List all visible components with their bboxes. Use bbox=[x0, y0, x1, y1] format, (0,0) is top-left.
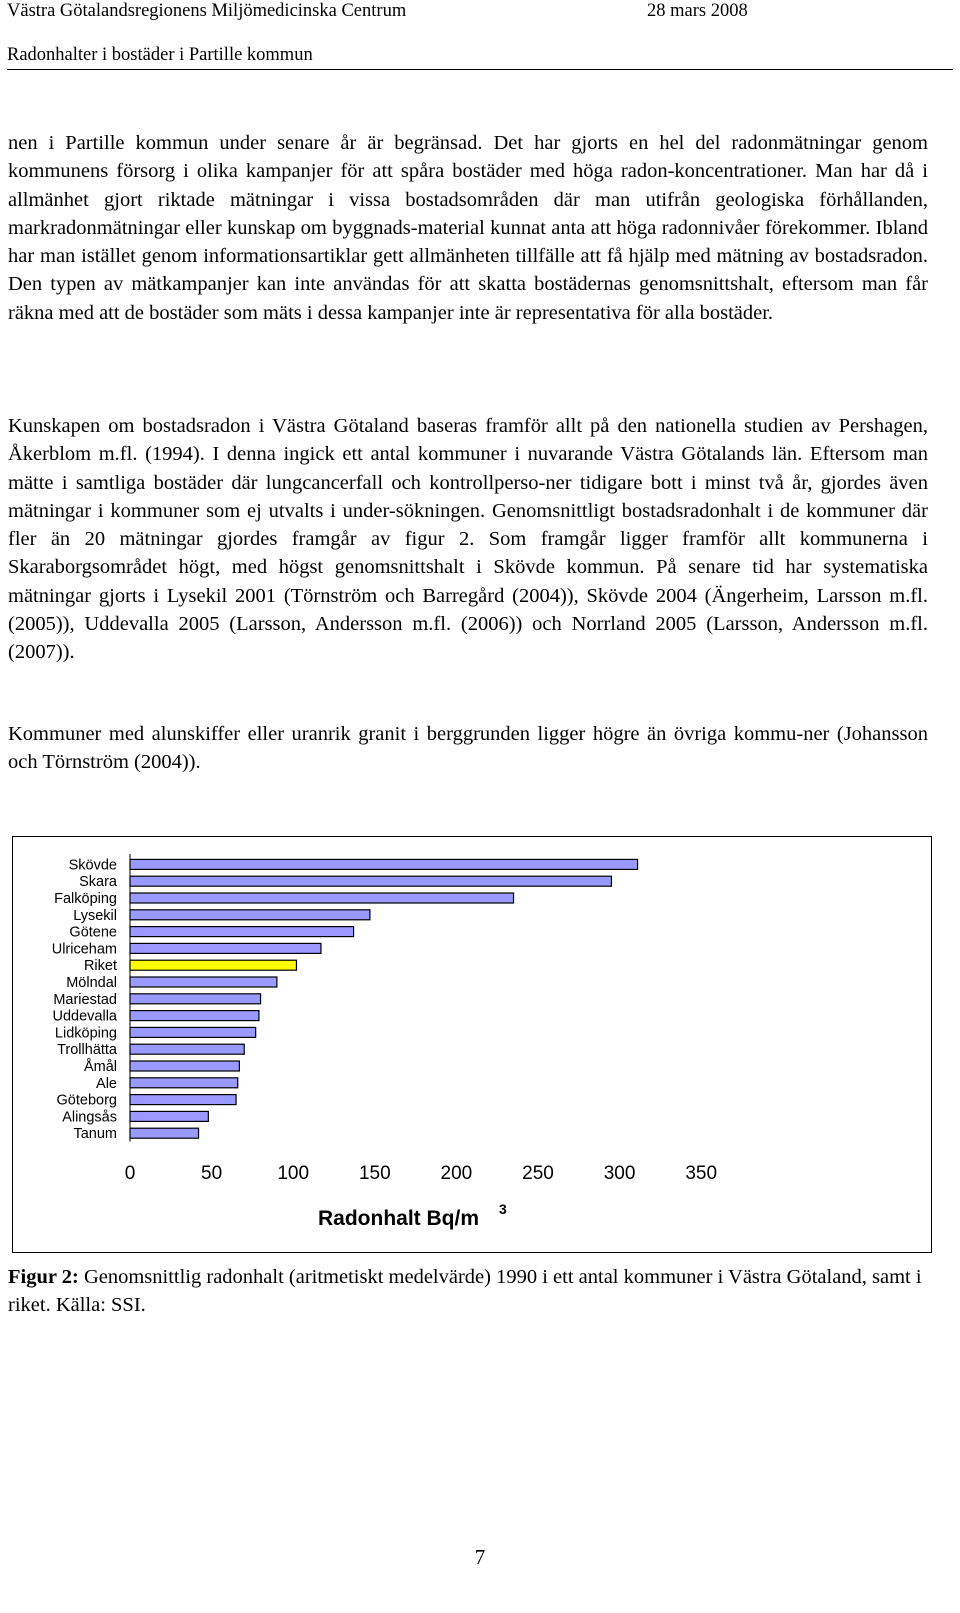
category-label-7: Mölndal bbox=[66, 975, 117, 991]
category-label-15: Alingsås bbox=[62, 1109, 117, 1126]
bar-3 bbox=[130, 910, 370, 920]
body-paragraph-3: Kommuner med alunskiffer eller uranrik granit i berggrunden ligger högre än övriga kommu-ner (Johansson och Törnström (2004)). bbox=[8, 723, 928, 774]
x-tick-label-7: 350 bbox=[685, 1163, 718, 1184]
category-label-6: Riket bbox=[83, 958, 117, 975]
category-label-3: Lysekil bbox=[73, 907, 117, 924]
category-label-4: Götene bbox=[69, 924, 117, 941]
bar-1 bbox=[130, 876, 611, 886]
figure-caption bbox=[8, 1263, 928, 1320]
category-label-2: Falköping bbox=[54, 891, 117, 907]
bar-4 bbox=[130, 927, 354, 937]
bar-5 bbox=[130, 943, 321, 953]
bar-chart-svg bbox=[13, 837, 931, 1252]
bar-0 bbox=[130, 859, 638, 869]
x-tick-label-3: 150 bbox=[358, 1163, 391, 1184]
bar-10 bbox=[130, 1027, 256, 1037]
category-label-11: Trollhätta bbox=[57, 1042, 117, 1059]
category-label-13: Ale bbox=[96, 1075, 117, 1092]
body-paragraph-2: Kunskapen om bostadsradon i Västra Götaland baseras framför allt på den nationella studien av Pershagen, Åkerblom m.fl. (1994). I denna ingick ett antal kommuner i nuvarande Västra Götalands län. Eftersom man mätte i samtliga bostäder där lungcancerfall och kontrollperso-ner tidigare bott i minst två år, gjordes även mätningar i kommuner som ej utvalts i under-sökningen. Genomsnittligt bostadsradonhalt i de kommuner där fler än 20 mätningar gjordes framgår av figur 2. Som framgår ligger framför allt kommunerna i Skaraborgsområdet högt, med högst genomsnittshalt i Skövde kommun. På senare tid har systematiska mätningar gjorts i Lysekil 2001 (Törnström och Barregård (2004)), Skövde 2004 (Ängerheim, Larsson m.fl. (2005)), Uddevalla 2005 (Larsson, Andersson m.fl. (2006)) och Norrland 2005 (Larsson, Andersson m.fl. (2007)). bbox=[8, 415, 928, 664]
body-paragraph-1: nen i Partille kommun under senare år är begränsad. Det har gjorts en hel del radonmätningar genom kommunens försorg i olika kampanjer för att spåra bostäder med höga radon-koncentrationer. Man har då i allmänhet gjort riktade mätningar i vissa bostadsområden där man utifrån geologiska förhållanden, markradonmätningar eller kunskap om byggnads-material kunnat anta att höga radonnivåer förekommer. Ibland har man istället genom informationsartiklar gett allmänheten tillfälle att få hjälp med mätning av bostadsradon. Den typen av mätkampanjer kan inte användas för att skatta bostädernas genomsnittshalt, eftersom man får räkna med att de bostäder som mäts i dessa kampanjer inte är representativa för alla bostäder. bbox=[8, 132, 928, 324]
category-label-12: Åmål bbox=[83, 1059, 117, 1075]
caption-label: Figur 2: bbox=[8, 1266, 79, 1288]
header-document-title-bar bbox=[7, 45, 953, 70]
bar-9 bbox=[130, 1011, 259, 1021]
figure-2-chart bbox=[12, 836, 932, 1253]
category-label-8: Mariestad bbox=[53, 991, 117, 1008]
bar-14 bbox=[130, 1095, 236, 1105]
x-tick-label-5: 250 bbox=[522, 1163, 554, 1184]
x-tick-label-2: 100 bbox=[277, 1163, 310, 1184]
bar-7 bbox=[130, 977, 277, 987]
x-axis-label-superscript: 3 bbox=[499, 1201, 507, 1217]
page-number: 7 bbox=[474, 1545, 486, 1569]
category-label-1: Skara bbox=[79, 874, 117, 891]
x-tick-label-6: 300 bbox=[603, 1163, 636, 1184]
bar-6 bbox=[130, 960, 296, 970]
running-header bbox=[7, 1, 953, 23]
category-label-10: Lidköping bbox=[54, 1025, 117, 1042]
header-organization: Västra Götalandsregionens Miljömedicinska Centrum bbox=[7, 1, 407, 21]
bar-2 bbox=[130, 893, 514, 903]
category-label-0: Skövde bbox=[68, 857, 117, 874]
bar-16 bbox=[130, 1128, 199, 1138]
caption-text: Genomsnittlig radonhalt (aritmetiskt medelvärde) 1990 i ett antal kommuner i Västra Götaland, samt i riket. Källa: SSI. bbox=[8, 1266, 922, 1317]
header-date: 28 mars 2008 bbox=[647, 1, 748, 21]
header-document-title: Radonhalter i bostäder i Partille kommun bbox=[7, 45, 313, 65]
x-axis-label: Radonhalt Bq/m bbox=[318, 1207, 479, 1230]
x-tick-label-1: 50 bbox=[201, 1163, 223, 1184]
bar-13 bbox=[130, 1078, 238, 1088]
category-label-5: Ulriceham bbox=[51, 941, 117, 958]
x-tick-label-0: 0 bbox=[124, 1163, 136, 1184]
bar-15 bbox=[130, 1111, 208, 1121]
bar-8 bbox=[130, 994, 261, 1004]
category-label-14: Göteborg bbox=[56, 1092, 117, 1109]
category-label-16: Tanum bbox=[73, 1126, 117, 1143]
bar-12 bbox=[130, 1061, 239, 1071]
bar-11 bbox=[130, 1044, 244, 1054]
x-tick-label-4: 200 bbox=[440, 1163, 473, 1184]
category-label-9: Uddevalla bbox=[52, 1008, 117, 1025]
